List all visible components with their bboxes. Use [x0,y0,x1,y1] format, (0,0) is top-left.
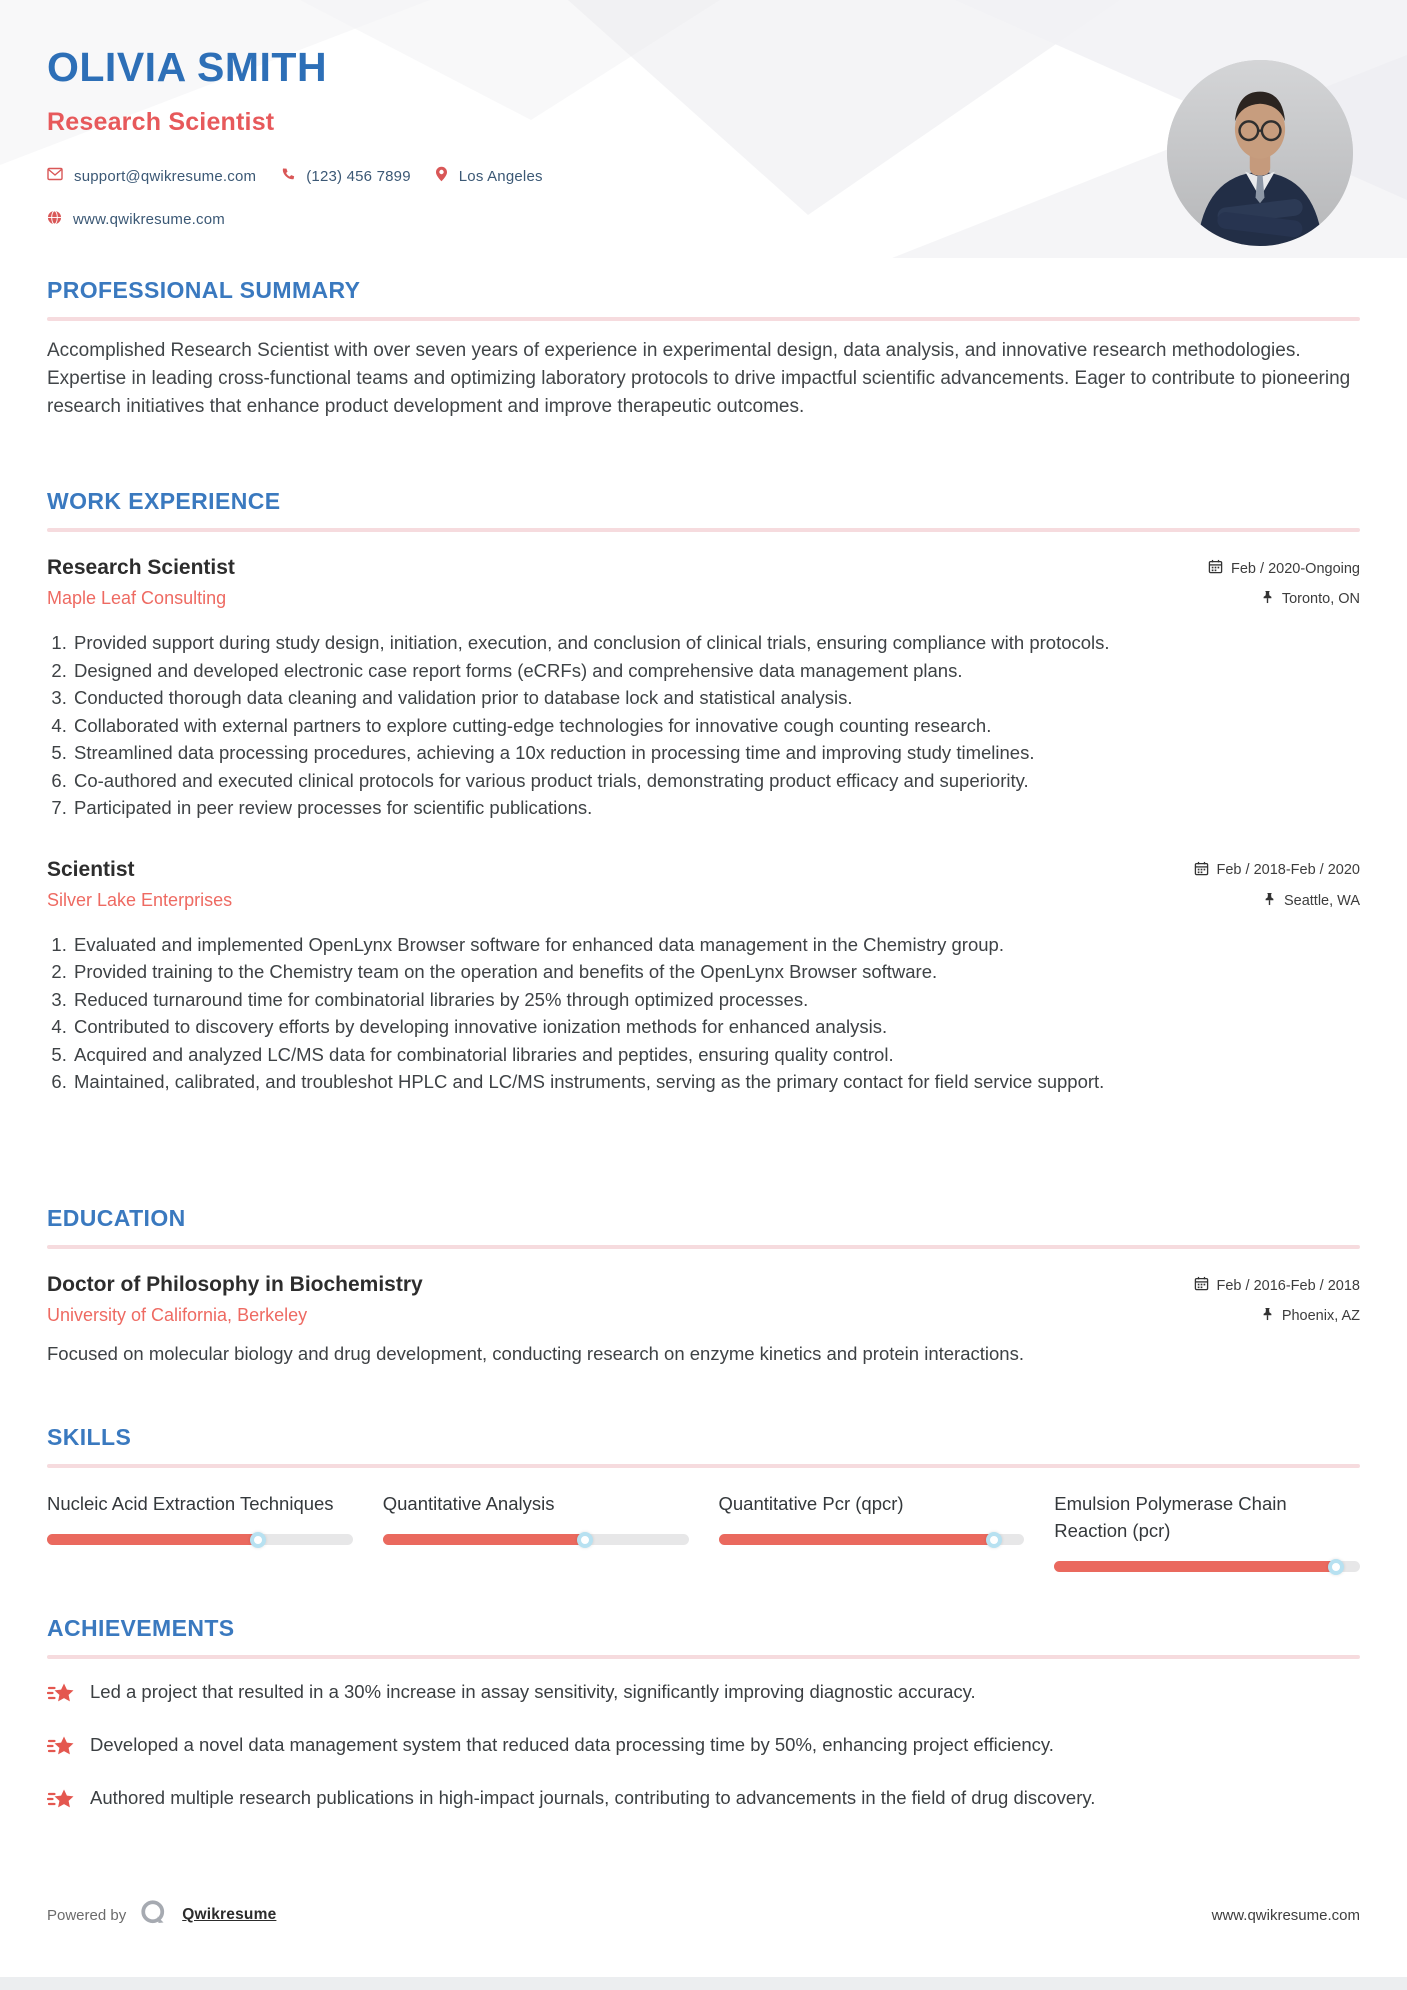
skills-grid [47,1490,1360,1572]
education-dates [1194,1276,1361,1295]
calendar-icon [1208,559,1223,578]
skill-slider-handle[interactable] [986,1532,1002,1548]
calendar-icon [1194,1276,1209,1295]
contact-phone[interactable] [280,167,411,186]
section-divider [47,1245,1360,1249]
job-company: Silver Lake Enterprises [47,889,233,910]
skill-name: Quantitative Analysis [382,1493,555,1514]
skill-name: Emulsion Polymerase Chain Reaction (pcr) [1054,1493,1287,1541]
skill-slider-handle[interactable] [577,1532,593,1548]
achievement-item [47,1731,1360,1765]
job-bullet: 5. Acquired and analyzed LC/MS data for combinatorial libraries and peptides, ensuring quality control. [72,1041,1360,1069]
section-summary [47,277,1360,421]
section-achievements [47,1615,1360,1818]
job-location-text: Toronto, ON [1281,591,1360,607]
skill-slider[interactable] [47,1534,353,1545]
globe-icon [47,210,62,229]
work-heading: WORK EXPERIENCE [47,488,281,514]
education-heading: EDUCATION [47,1205,186,1231]
phone-icon [280,167,295,186]
q-logo-icon [139,1898,169,1932]
contact-row [47,210,249,229]
pushpin-icon [1261,590,1274,608]
job-bullet: 6. Co-authored and executed clinical protocols for various product trials, demonstrating product efficacy and superiority. [72,767,1360,795]
summary-heading: PROFESSIONAL SUMMARY [47,277,361,303]
job-dates-text: Feb / 2020-Ongoing [1231,560,1360,577]
candidate-name: OLIVIA SMITH [47,44,328,90]
skill-slider-fill [1054,1561,1335,1572]
envelope-icon [47,167,63,185]
skill-slider[interactable] [383,1534,689,1545]
skill-item [719,1490,1025,1572]
job-bullet: 1. Evaluated and implemented OpenLynx Browser software for enhanced data management in the Chemistry group. [72,931,1360,959]
section-divider [47,1655,1360,1659]
jobs [47,556,1360,1096]
contact-location [435,166,543,186]
contact-website[interactable] [47,210,225,229]
achievement-text: Authored multiple research publications in high-impact journals, contributing to advancements in the field of drug discovery. [90,1787,1096,1808]
profile-photo [1167,60,1353,246]
job-bullet: 7. Participated in peer review processes for scientific publications. [72,794,1360,822]
skill-slider-fill [383,1534,585,1545]
star-icon [47,1731,75,1765]
star-icon [47,1678,75,1712]
achievements-list [47,1678,1360,1818]
job-bullet: 2. Provided training to the Chemistry team on the operation and benefits of the OpenLynx Browser software. [72,958,1360,986]
contact-website-text: www.qwikresume.com [73,211,225,228]
skill-item [1054,1490,1360,1572]
job-bullets [47,629,1360,822]
star-icon [47,1784,75,1818]
job-dates-text: Feb / 2018-Feb / 2020 [1216,862,1360,878]
contact-row [47,166,567,186]
skill-slider-handle[interactable] [250,1532,266,1548]
contact-location-text: Los Angeles [458,167,543,185]
skill-slider[interactable] [1054,1561,1360,1572]
achievements-heading: ACHIEVEMENTS [47,1615,235,1641]
section-skills [47,1424,1360,1572]
powered-by-label: Powered by [47,1906,127,1924]
skills-heading: SKILLS [47,1424,132,1450]
job-company: Maple Leaf Consulting [47,588,227,608]
achievement-item [47,1784,1360,1818]
degree-title: Doctor of Philosophy in Biochemistry [47,1273,423,1296]
job-bullet: 3. Conducted thorough data cleaning and validation prior to database lock and statistical analysis. [72,684,1360,712]
job-dates [1208,559,1360,578]
job-bullet: 4. Contributed to discovery efforts by developing innovative ionization methods for enhanced analysis. [72,1013,1360,1041]
school-name: University of California, Berkeley [47,1305,308,1325]
section-divider [47,528,1360,532]
section-education [47,1205,1360,1367]
skill-item [383,1490,689,1572]
education-location-text: Phoenix, AZ [1281,1308,1360,1324]
skill-name: Nucleic Acid Extraction Techniques [47,1493,334,1514]
job-title: Research Scientist [47,556,235,579]
contact-email-text: support@qwikresume.com [74,167,257,185]
pushpin-icon [1261,1307,1274,1325]
skill-item [47,1490,353,1572]
skill-slider-fill [719,1534,994,1545]
job-bullet: 3. Reduced turnaround time for combinatorial libraries by 25% through optimized processes. [72,986,1360,1014]
job-location-text: Seattle, WA [1283,892,1360,909]
job-location [1261,590,1360,608]
skill-name: Quantitative Pcr (qpcr) [718,1493,904,1514]
powered-by [47,1898,276,1932]
job-dates [1194,861,1361,880]
candidate-title: Research Scientist [47,108,275,136]
contact-phone-text: (123) 456 7899 [306,167,411,185]
achievement-text: Led a project that resulted in a 30% increase in assay sensitivity, significantly improving diagnostic accuracy. [90,1681,976,1702]
job-bullet: 6. Maintained, calibrated, and troubleshot HPLC and LC/MS instruments, serving as the primary contact for field service support. [72,1068,1360,1096]
job-entry [47,556,1360,822]
skill-slider-fill [47,1534,258,1545]
skill-slider-handle[interactable] [1328,1559,1344,1575]
job-title: Scientist [47,857,135,881]
job-bullet: 5. Streamlined data processing procedures, achieving a 10x reduction in processing time and improving study timelines. [72,739,1360,767]
pushpin-icon [1263,892,1276,910]
section-divider [47,317,1360,321]
job-entry [47,858,1360,1096]
skill-slider[interactable] [719,1534,1025,1545]
job-bullet: 4. Collaborated with external partners to explore cutting-edge technologies for innovative cough counting research. [72,712,1360,740]
summary-text: Accomplished Research Scientist with over seven years of experience in experimental design, data analysis, and innovative research methodologies. Expertise in leading cross-functional teams and optimizing laboratory protocols to drive impactful scientific advancements. Eager to contribute to pioneering research initiatives that enhance product development and improve therapeutic outcomes. [47,340,1351,417]
bottom-strip [0,1977,1407,1990]
achievement-item [47,1678,1360,1712]
footer-website: www.qwikresume.com [1211,1906,1360,1924]
map-pin-icon [435,166,448,186]
contact-email[interactable] [47,167,256,185]
calendar-icon [1194,861,1209,880]
job-bullet: 1. Provided support during study design, initiation, execution, and conclusion of clinical trials, ensuring compliance with protocols. [72,629,1360,657]
achievement-text: Developed a novel data management system that reduced data processing time by 50%, enhancing project efficiency. [90,1734,1054,1755]
job-bullets [47,931,1360,1096]
footer [47,1898,1360,1932]
section-work-experience [47,488,1360,1096]
education-location [1261,1307,1360,1325]
job-location [1263,892,1360,910]
section-divider [47,1464,1360,1468]
education-dates-text: Feb / 2016-Feb / 2018 [1216,1277,1360,1294]
job-bullet: 2. Designed and developed electronic case report forms (eCRFs) and comprehensive data management plans. [72,657,1360,685]
brand-link[interactable]: Qwikresume [182,1906,277,1923]
education-description: Focused on molecular biology and drug development, conducting research on enzyme kinetics and protein interactions. [47,1343,1024,1364]
